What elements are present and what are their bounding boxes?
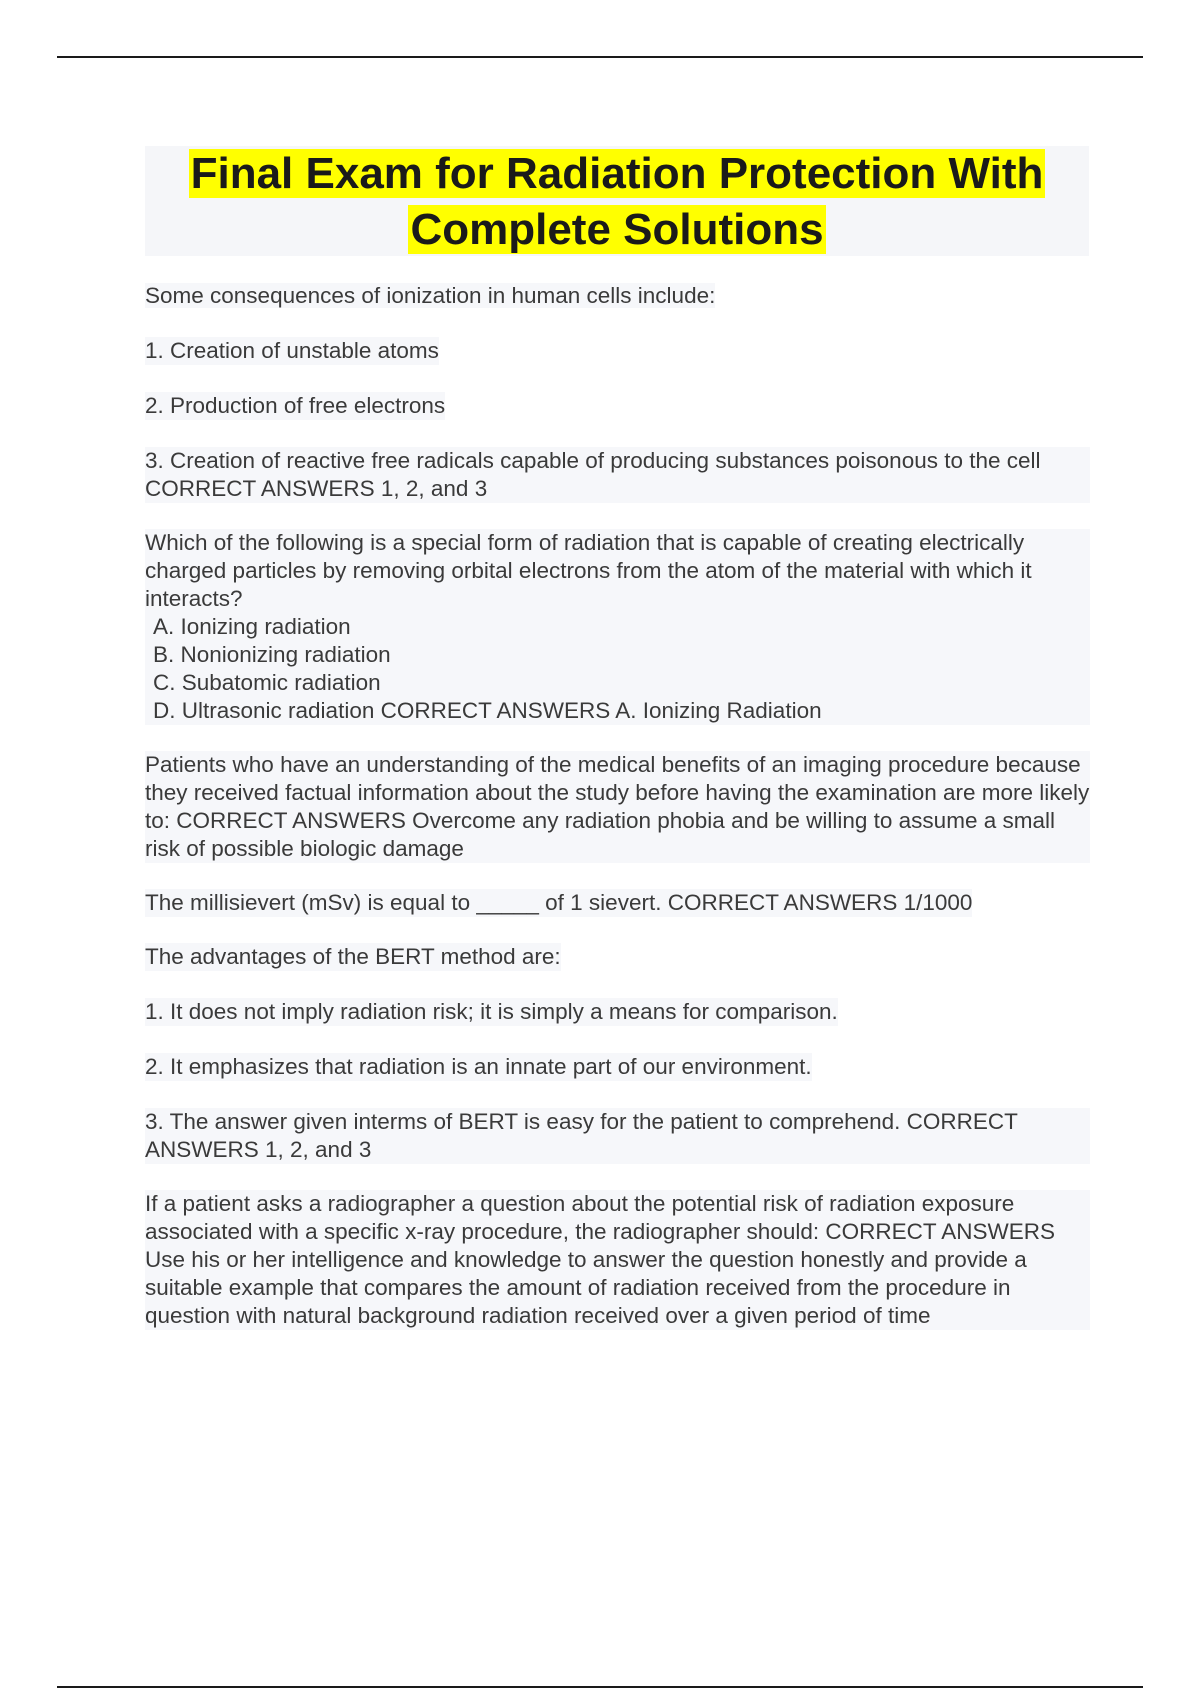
q5-item-3: 3. The answer given interms of BERT is easy for the patient to comprehend. CORRECT ANSWERS 1, 2, and 3 bbox=[145, 1108, 1090, 1164]
title-line-2: Complete Solutions bbox=[410, 205, 824, 254]
q2-option-c: C. Subatomic radiation bbox=[153, 670, 381, 695]
q1-item-2: 2. Production of free electrons bbox=[145, 393, 446, 418]
q2-options bbox=[145, 613, 1090, 725]
bottom-rule bbox=[57, 1686, 1143, 1688]
q6-text: If a patient asks a radiographer a question about the potential risk of radiation exposure associated with a specific x-ray procedure, the radiographer should: CORRECT ANSWERS Use his or her intelligence and knowledge to answer the question honestly and provide a suitable example that compares the amount of radiation received from the procedure in question with natural background radiation received over a given period of time bbox=[145, 1190, 1090, 1330]
title-line-1: Final Exam for Radiation Protection With bbox=[190, 149, 1044, 198]
q2-option-d: D. Ultrasonic radiation CORRECT ANSWERS A. Ionizing Radiation bbox=[153, 698, 822, 723]
document-body bbox=[145, 282, 1090, 1330]
q1-item-1: 1. Creation of unstable atoms bbox=[145, 338, 439, 363]
q5-item-1: 1. It does not imply radiation risk; it is simply a means for comparison. bbox=[145, 999, 838, 1024]
q4-text: The millisievert (mSv) is equal to _____ of 1 sievert. CORRECT ANSWERS 1/1000 bbox=[145, 890, 973, 915]
document-title bbox=[145, 146, 1089, 256]
q5-intro: The advantages of the BERT method are: bbox=[145, 944, 561, 969]
q2-option-b: B. Nonionizing radiation bbox=[153, 642, 391, 667]
q3-text: Patients who have an understanding of the medical benefits of an imaging procedure because they received factual information about the study before having the examination are more likely to: CORRECT ANSWERS Overcome any radiation phobia and be willing to assume a small risk of possible biologic damage bbox=[145, 752, 1090, 861]
q2-question: Which of the following is a special form of radiation that is capable of creating electrically charged particles by removing orbital electrons from the atom of the material with which it interacts? bbox=[145, 529, 1090, 613]
top-rule bbox=[57, 56, 1143, 58]
q2-option-a: A. Ionizing radiation bbox=[153, 614, 351, 639]
q5-item-2: 2. It emphasizes that radiation is an innate part of our environment. bbox=[145, 1054, 812, 1079]
q1-item-3: 3. Creation of reactive free radicals capable of producing substances poisonous to the cell CORRECT ANSWERS 1, 2, and 3 bbox=[145, 447, 1090, 503]
q1-intro: Some consequences of ionization in human cells include: bbox=[145, 283, 716, 308]
